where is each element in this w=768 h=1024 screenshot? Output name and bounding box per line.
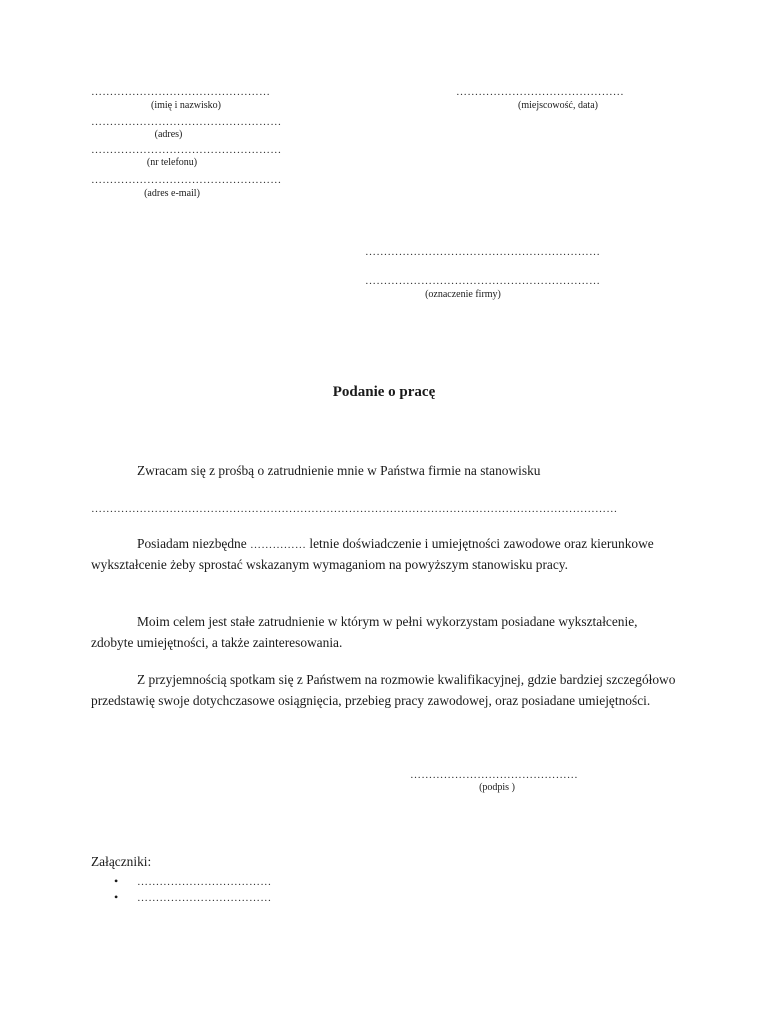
phone-line: …………………………………………… [91, 144, 282, 156]
paragraph-goal-text: Moim celem jest stałe zatrudnienie w którym w pełni wykorzystam posiadane wykształcenie, zdobyte umiejętności, a także zainteresowania. [91, 614, 638, 650]
place-date-line: ……………………………………… [456, 86, 624, 98]
attachments-title: Załączniki: [91, 854, 152, 869]
phone-label: (nr telefonu) [146, 157, 198, 168]
bullet-icon: • [114, 890, 119, 904]
paragraph-experience-start: Posiadam niezbędne [137, 536, 251, 551]
company-label: (oznaczenie firmy) [425, 289, 501, 300]
place-date-label: (miejscowość, data) [518, 100, 598, 111]
paragraph-interview-text: Z przyjemnością spotkam się z Państwem na rozmowie kwalifikacyjnej, gdzie bardziej szczegółowo przedstawię swoje dotychczasowe osiągnięcia, przebieg pracy zawodowej, oraz posiadane umiejętności. [91, 672, 676, 708]
paragraph-experience-rest: letnie doświadczenie i umiejętności zawodowe oraz kierunkowe wykształcenie żeby sprostać wskazanym wymaganiom na powyższym stanowisku pracy. [91, 536, 654, 572]
paragraph-goal [91, 612, 681, 653]
intro-text: Zwracam się z prośbą o zatrudnienie mnie w Państwa firmie na stanowisku [137, 463, 541, 478]
address-line: …………………………………………… [91, 116, 282, 128]
signature-line: ……………………………………… [410, 769, 578, 781]
attachment-item: ……………………………… [137, 892, 272, 904]
paragraph-experience [91, 534, 681, 575]
email-label: (adres e-mail) [144, 188, 200, 199]
signature-label: (podpis ) [479, 782, 515, 793]
paragraph-interview [91, 670, 681, 711]
page-title: Podanie o pracę [332, 384, 436, 400]
address-label: (adres) [154, 129, 183, 140]
bullet-icon: • [114, 874, 119, 888]
email-line: …………………………………………… [91, 174, 282, 186]
company-line-1: ……………………………………………………… [365, 246, 601, 258]
attachment-item: ……………………………… [137, 876, 272, 888]
name-label: (imię i nazwisko) [151, 100, 221, 111]
name-line: ………………………………………… [91, 86, 271, 98]
years-blank: …………… [250, 539, 307, 551]
company-line-2: ……………………………………………………… [365, 275, 601, 287]
position-line: …………………………………………………………………………………………………………………………… [91, 503, 618, 515]
